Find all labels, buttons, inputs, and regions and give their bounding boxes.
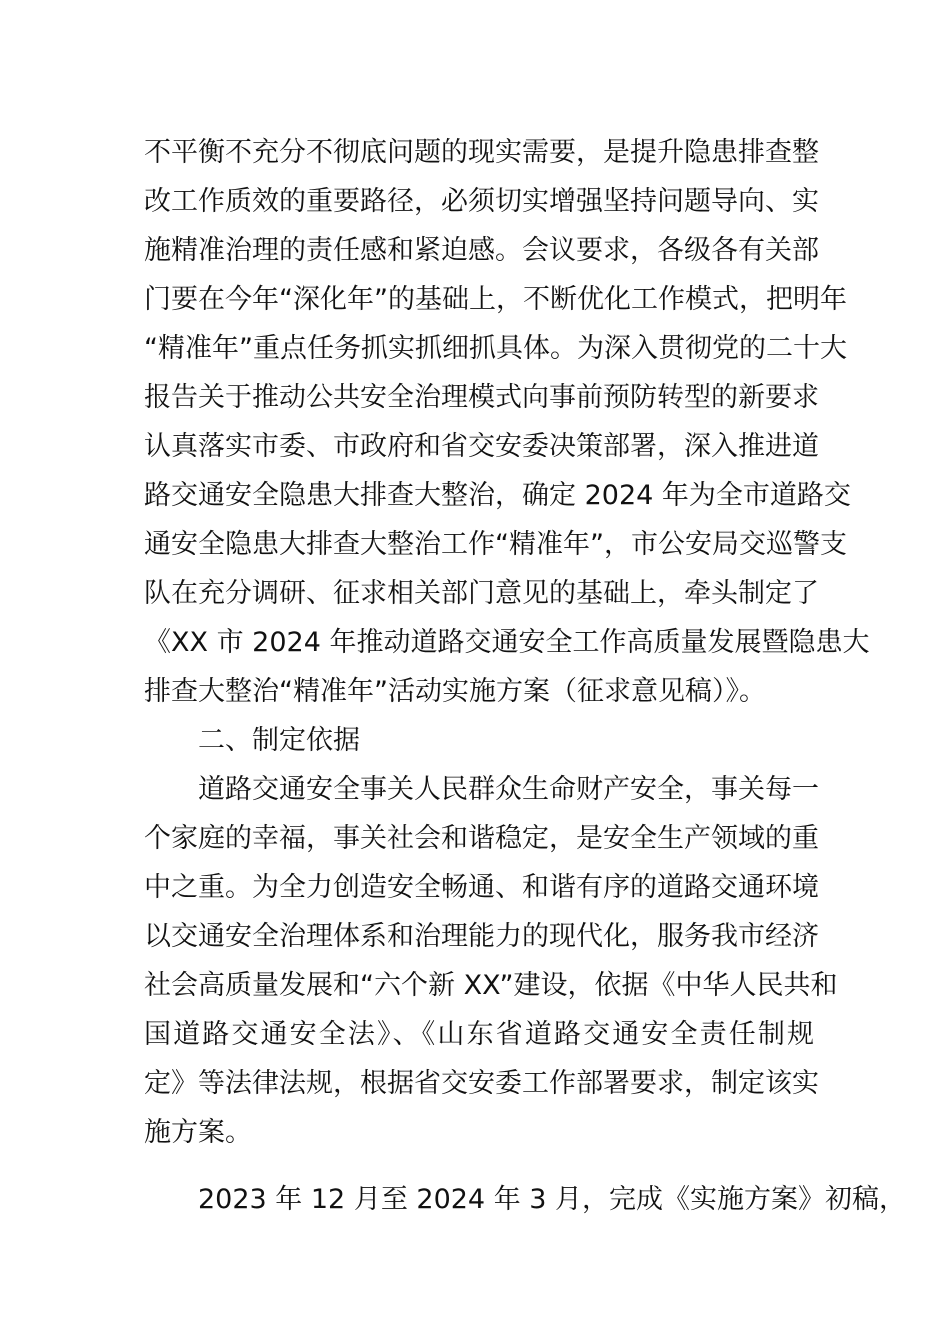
text-line: 以交通安全治理体系和治理能力的现代化，服务我市经济 [144, 921, 819, 952]
paragraph-background [144, 128, 870, 716]
paragraph-timeline [144, 1175, 907, 1224]
text-line: 道路交通安全事关人民群众生命财产安全，事关每一 [198, 774, 819, 805]
text-line: 国道路交通安全法》、《山东省道路交通安全责任制规 [144, 1019, 814, 1050]
text-line: 改工作质效的重要路径，必须切实增强坚持问题导向、实 [144, 186, 819, 217]
section-heading: 二、制定依据 [198, 725, 360, 756]
text-line: 队在充分调研、征求相关部门意见的基础上，牵头制定了 [144, 578, 819, 609]
text-line: 定》等法律法规，根据省交安委工作部署要求，制定该实 [144, 1068, 819, 1099]
text-line: 路交通安全隐患大排查大整治，确定 2024 年为全市道路交 [144, 480, 851, 511]
text-line: 中之重。为全力创造安全畅通、和谐有序的道路交通环境 [144, 872, 819, 903]
document-body [144, 128, 907, 1224]
paragraph-gap [144, 1157, 814, 1175]
text-line: 不平衡不充分不彻底问题的现实需要，是提升隐患排查整 [144, 137, 819, 168]
text-line: 2023 年 12 月至 2024 年 3 月，完成《实施方案》初稿， [198, 1184, 907, 1215]
text-line: “精准年”重点任务抓实抓细抓具体。为深入贯彻党的二十大 [144, 333, 847, 364]
paragraph-basis [144, 765, 838, 1157]
text-line: 个家庭的幸福，事关社会和谐稳定，是安全生产领域的重 [144, 823, 819, 854]
text-line: 排查大整治“精准年”活动实施方案（征求意见稿）》。 [144, 676, 766, 707]
text-line: 报告关于推动公共安全治理模式向事前预防转型的新要求 [144, 382, 819, 413]
text-line: 门要在今年“深化年”的基础上，不断优化工作模式，把明年 [144, 284, 847, 315]
text-line: 《XX 市 2024 年推动道路交通安全工作高质量发展暨隐患大 [144, 627, 870, 658]
text-line: 认真落实市委、市政府和省交安委决策部署，深入推进道 [144, 431, 819, 462]
text-line: 施方案。 [144, 1117, 252, 1148]
text-line: 施精准治理的责任感和紧迫感。会议要求，各级各有关部 [144, 235, 819, 266]
text-line: 通安全隐患大排查大整治工作“精准年”，市公安局交巡警支 [144, 529, 847, 560]
text-line: 社会高质量发展和“六个新 XX”建设，依据《中华人民共和 [144, 970, 838, 1001]
